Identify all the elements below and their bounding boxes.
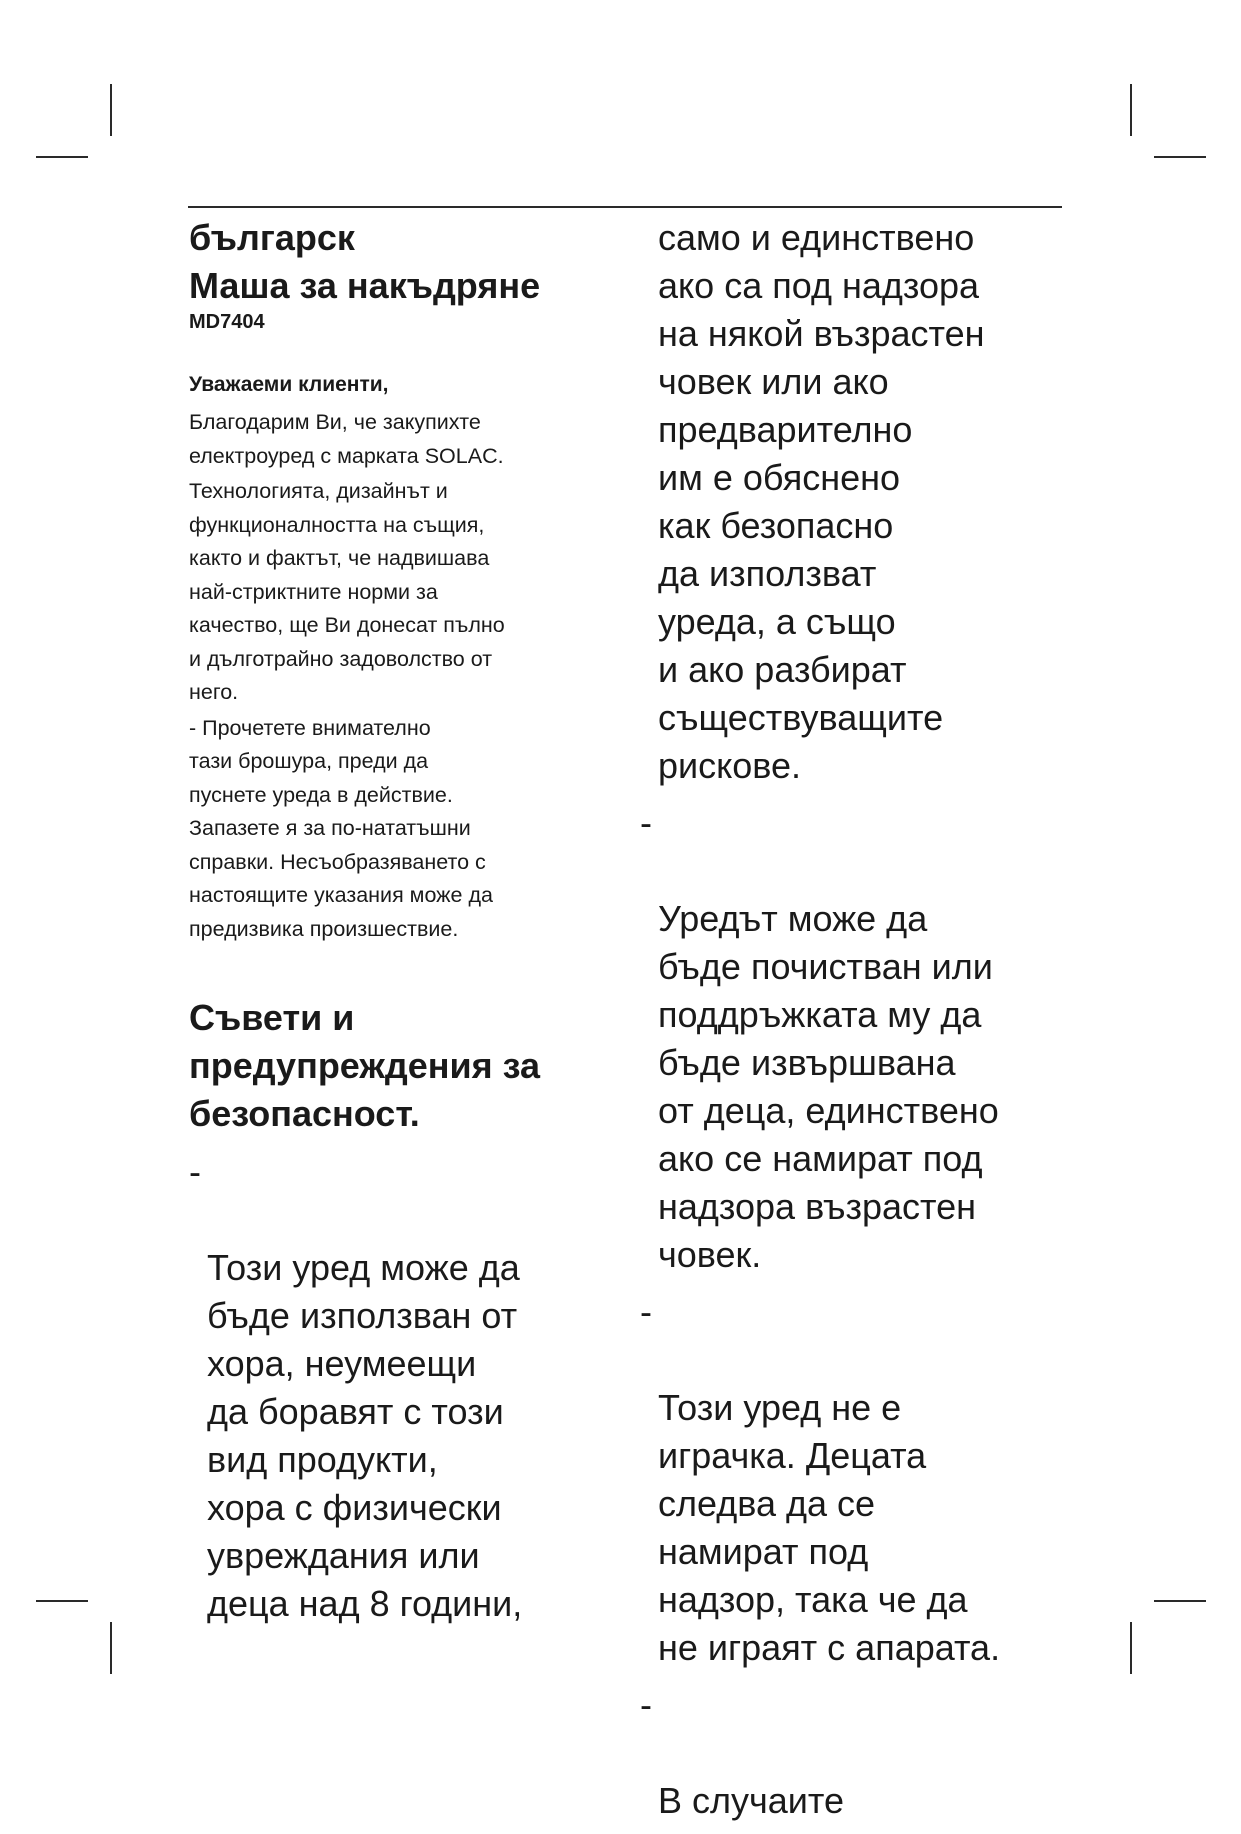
crop-mark-bottom-right-h	[1154, 1600, 1206, 1602]
bullet-dash: -	[640, 802, 652, 843]
left-column	[189, 214, 634, 1637]
bullet-dash: -	[640, 1291, 652, 1332]
bullet-dash: -	[640, 1684, 652, 1725]
right-column	[640, 214, 1070, 1834]
safety-item-3	[640, 1288, 1070, 1672]
safety-item-1-continued: само и единствено ако са под надзора на някой възрастен човек или ако предварително им е обяснено как безопасно да използват уреда, а също и ако разбират съществуващите рискове.	[658, 217, 985, 786]
intro-paragraph-1: Благодарим Ви, че закупихте електроуред с марката SOLAC.	[189, 410, 504, 468]
header-rule	[188, 206, 1062, 208]
safety-section-title: Съвети и предупреждения за безопасност.	[189, 997, 541, 1134]
intro-paragraph-3: - Прочетете внимателно тази брошура, преди да пуснете уреда в действие. Запазете я за по-нататъшни справки. Несъобразяването с настоящите указания може да предизвика произшествие.	[189, 715, 493, 941]
safety-item-4-text: В случаите	[658, 1780, 845, 1821]
safety-item-1	[189, 1148, 634, 1628]
crop-mark-bottom-left-h	[36, 1600, 88, 1602]
bullet-dash: -	[189, 1151, 201, 1192]
crop-mark-top-right-h	[1154, 156, 1206, 158]
language-heading: българск	[189, 217, 355, 258]
safety-item-3-text: Този уред не е играчка. Децата следва да се намират под надзор, така че да не играят с апарата.	[658, 1387, 1001, 1668]
crop-mark-top-right-v	[1130, 84, 1132, 136]
safety-item-1-text: Този уред може да бъде използван от хора, неумеещи да боравят с този вид продукти, хора с физически увреждания или деца над 8 години,	[207, 1247, 523, 1624]
safety-item-2	[640, 799, 1070, 1279]
safety-item-4	[640, 1681, 1070, 1825]
safety-item-2-text: Уредът може да бъде почистван или поддръжката му да бъде извършвана от деца, единствено ако се намират под надзора възрастен човек.	[658, 898, 999, 1275]
crop-mark-top-left-h	[36, 156, 88, 158]
crop-mark-bottom-right-v	[1130, 1622, 1132, 1674]
model-number: MD7404	[189, 311, 265, 333]
crop-mark-bottom-left-v	[110, 1622, 112, 1674]
crop-mark-top-left-v	[110, 84, 112, 136]
greeting: Уважаеми клиенти,	[189, 373, 389, 396]
product-title: Маша за накъдряне	[189, 265, 541, 306]
intro-paragraph-2: Технологията, дизайнът и функционалността на същия, както и фактът, че надвишава най-стриктните норми за качество, ще Ви донесат пълно и дълготрайно задоволство от него.	[189, 479, 505, 704]
